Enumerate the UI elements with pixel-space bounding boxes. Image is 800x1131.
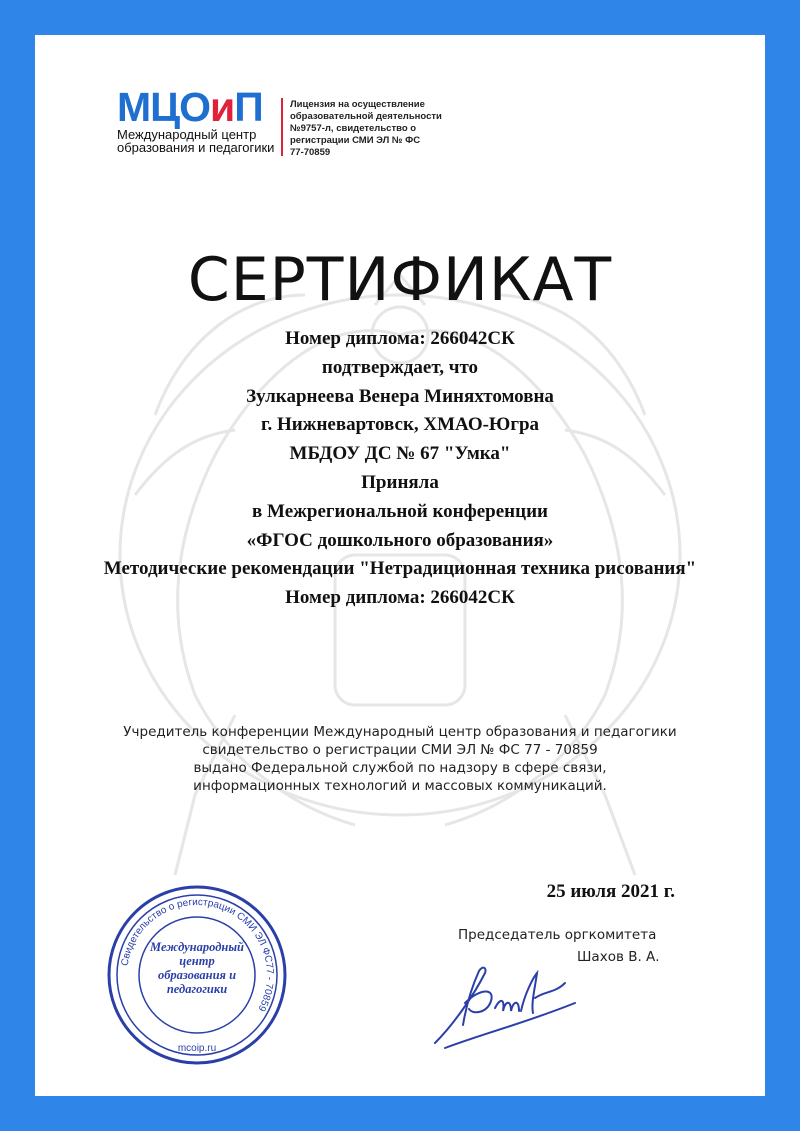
certificate-page	[35, 35, 765, 1096]
recipient-name: Зулкарнеева Венера Миняхтомовна	[246, 385, 554, 407]
logo-divider	[281, 98, 283, 156]
confirms-text: подтверждает, что	[321, 356, 479, 378]
svg-text:Свидетельство о регистрации СМ: Свидетельство о регистрации СМИ ЭЛ ФС77 - 70859	[119, 896, 276, 1013]
founder-info: Учредитель конференции Международный центр образования и педагогики свидетельство о регистрации СМИ ЭЛ № ФС 77 - 70859 выдано Федеральной службой по надзору в сфере связи, информационных технологий и массовых коммуникаций.	[123, 724, 677, 794]
logo-subtitle-line2: образования и педагогики	[117, 140, 275, 155]
svg-text:mcoip.ru: mcoip.ru	[177, 1043, 217, 1054]
certificate-body	[35, 325, 765, 613]
logo-mark: МЦОиП	[117, 84, 263, 130]
recipient-organization: МБДОУ ДС № 67 "Умка"	[289, 443, 511, 465]
participation-verb: Приняла	[361, 471, 439, 493]
handwritten-signature-icon	[425, 953, 585, 1053]
license-text: Лицензия на осуществление образовательной деятельности №9757-л, свидетельство о регистрации СМИ ЭЛ № ФС 77-70859	[290, 99, 442, 158]
brand-logo	[117, 85, 297, 155]
certificate-title: СЕРТИФИКАТ	[187, 245, 613, 315]
chair-name: Шахов В. А.	[577, 949, 660, 965]
chair-title: Председатель оргкомитета	[458, 927, 657, 943]
logo-subtitle-line1: Международный центр	[117, 127, 257, 142]
diploma-number-top: Номер диплома: 266042СК	[285, 328, 515, 349]
recipient-city: г. Нижневартовск, ХМАО-Югра	[260, 414, 540, 436]
conference-name: в Межрегиональной конференции	[252, 500, 548, 522]
conference-topic: «ФГОС дошкольного образования»	[246, 529, 554, 551]
diploma-number-bottom: Номер диплома: 266042СК	[285, 587, 515, 609]
issue-date: 25 июля 2021 г.	[546, 881, 675, 902]
work-title: Методические рекомендации "Нетрадиционная техника рисования"	[103, 558, 697, 580]
seal-center-text: Международный центр образования и педагогики	[150, 940, 244, 996]
